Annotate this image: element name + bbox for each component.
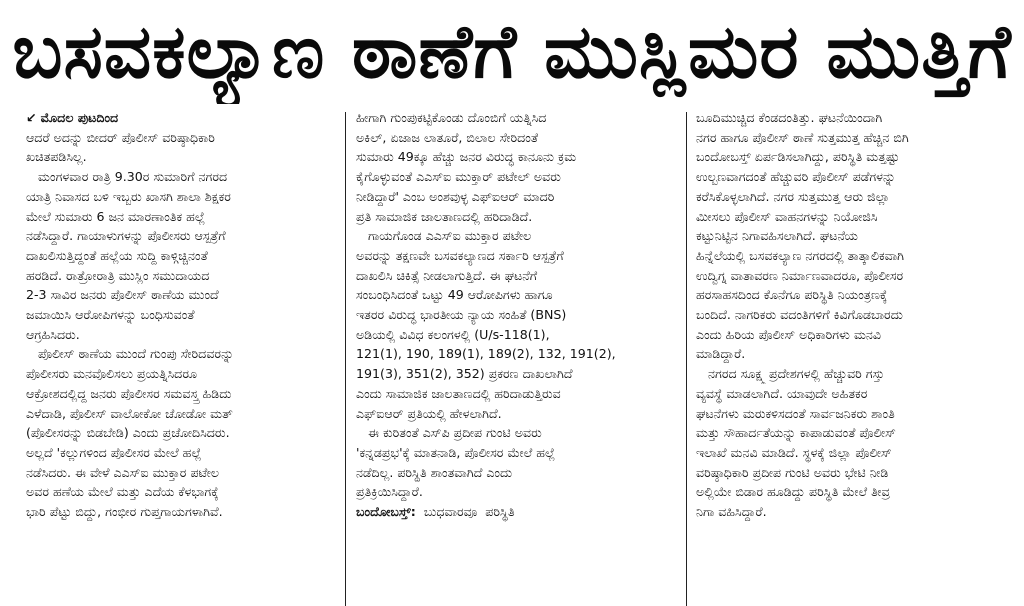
text-line: ನೀಡಿದ್ದಾರೆ' ಎಂಬ ಅಂಶವುಳ್ಳ ಎಫ್‌ಐಆರ್ ಮಾದರಿ xyxy=(356,188,555,204)
text-line: ಮತ್ತು ಸೌಹಾರ್ದತೆಯನ್ನು ಕಾಪಾಡುವಂತೆ ಪೊಲೀಸ್ xyxy=(696,425,896,441)
text-line: ನಡೆಸಿದರು. ಈ ವೇಳೆ ಎಎಸ್‌ಐ ಮುಕ್ತಾರ ಪಟೇಲ xyxy=(26,464,220,480)
text-line: ಗಾಯಗೊಂಡ ಎಎಸ್‌ಐ ಮುಕ್ತಾರ ಪಟೇಲ xyxy=(356,228,532,244)
text-line: (ಪೊಲೀಸರನ್ನು ಬಿಡಬೇಡಿ) ಎಂದು ಪ್ರಚೋದಿಸಿದರು. xyxy=(26,425,230,441)
text-line: ಎಳೆದಾಡಿ, ಪೊಲೀಸ್ ವಾಲೋಕೋ ಚೋಡೋ ಮತ್ xyxy=(26,405,233,421)
text-line: ಹರಡಿದೆ. ರಾತ್ರೋರಾತ್ರಿ ಮುಸ್ಲಿಂ ಸಮುದಾಯದ xyxy=(26,267,210,283)
kicker-label: ಮೊದಲ ಪುಟದಿಂದ xyxy=(40,110,119,125)
text-line: ಕರೆಸಿಕೊಳ್ಳಲಾಗಿದೆ. ನಗರ ಸುತ್ತಮುತ್ತ ಆರು ಜಿಲ್ಲಾ xyxy=(696,188,890,204)
text-line: ಕೈಗೊಳ್ಳುವಂತೆ ಎಎಸ್‌ಐ ಮುಕ್ತಾರ್ ಪಟೇಲ್ ಅವರು xyxy=(356,169,561,185)
text-line: ಬಂದಿದೆ. ನಾಗರಿಕರು ವದಂತಿಗಳಿಗೆ ಕಿವಿಗೊಡಬಾರದು xyxy=(696,307,903,323)
text-line: ನಗರದ ಸೂಕ್ಷ್ಮ ಪ್ರದೇಶಗಳಲ್ಲಿ ಹೆಚ್ಚುವರಿ ಗಸ್ತು xyxy=(696,366,885,382)
text-line: ಆದರೆ ಅದನ್ನು ಬೀದರ್ ಪೊಲೀಸ್ ವರಿಷ್ಠಾಧಿಕಾರಿ xyxy=(26,129,215,145)
text-line: ಮೀಸಲು ಪೊಲೀಸ್ ವಾಹನಗಳನ್ನು ನಿಯೋಜಿಸಿ xyxy=(696,208,878,224)
text-line: 121(1), 190, 189(1), 189(2), 132, 191(2), xyxy=(356,346,616,362)
column-divider xyxy=(345,112,346,606)
text-line: ಹರಸಾಹಸದಿಂದ ಕೊನೆಗೂ ಪರಿಸ್ಥಿತಿ ನಿಯಂತ್ರಣಕ್ಕೆ xyxy=(696,287,888,303)
text-line: ಇಲಾಖೆ ಮನವಿ ಮಾಡಿದೆ. ಸ್ಥಳಕ್ಕೆ ಜಿಲ್ಲಾ ಪೊಲೀಸ್ xyxy=(696,444,892,460)
column-2 xyxy=(356,108,676,606)
text-line: 'ಕನ್ನಡಪ್ರಭ'ಕ್ಕೆ ಮಾತನಾಡಿ, ಪೊಲೀಸರ ಮೇಲೆ ಹಲ್ಲೆ xyxy=(356,444,556,460)
text-line: ಉದ್ವಿಗ್ನ ವಾತಾವರಣ ನಿರ್ಮಾಣವಾದರೂ, ಪೊಲೀಸರ xyxy=(696,267,904,283)
column-1 xyxy=(26,108,336,606)
arrow-icon: ↙ xyxy=(26,110,37,125)
text-line: ಪೊಲೀಸರು ಮನವೊಲಿಸಲು ಪ್ರಯತ್ನಿಸಿದರೂ xyxy=(26,366,198,382)
column-2-text xyxy=(356,108,676,502)
text-line: ಘಟನೆಗಳು ಮರುಕಳಿಸದಂತೆ ಸಾರ್ವಜನಿಕರು ಶಾಂತಿ xyxy=(696,405,895,421)
column-3 xyxy=(696,108,1004,606)
text-line: ಎಂದು ಸಾಮಾಜಿಕ ಜಾಲತಾಣದಲ್ಲಿ ಹರಿದಾಡುತ್ತಿರುವ xyxy=(356,385,561,401)
text-line: ಹಿನ್ನೆಲೆಯಲ್ಲಿ ಬಸವಕಲ್ಯಾಣ ನಗರದಲ್ಲಿ ತಾತ್ಕಾಲಿಕವಾಗಿ xyxy=(696,247,905,263)
text-line: ಉಲ್ಬಣವಾಗದಂತೆ ಹೆಚ್ಚುವರಿ ಪೊಲೀಸ್ ಪಡೆಗಳನ್ನು xyxy=(696,169,896,185)
text-line: ಎಂದು ಹಿರಿಯ ಪೊಲೀಸ್ ಅಧಿಕಾರಿಗಳು ಮನವಿ xyxy=(696,326,882,342)
text-line: ಅವರನ್ನು ತಕ್ಷಣವೇ ಬಸವಕಲ್ಯಾಣದ ಸರ್ಕಾರಿ ಆಸ್ಪತ್ರೆಗೆ xyxy=(356,247,564,263)
text-line: ಮೇಲೆ ಸುಮಾರು 6 ಜನ ಮಾರಣಾಂತಿಕ ಹಲ್ಲೆ xyxy=(26,208,206,224)
text-line: ಬೂದಿಮುಚ್ಚಿದ ಕೆಂಡದಂತಿತ್ತು. ಘಟನೆಯಿಂದಾಗಿ xyxy=(696,110,883,125)
text-line: ಅಲ್ಲದೆ 'ಕಲ್ಲುಗಳಿಂದ ಪೊಲೀಸರ ಮೇಲೆ ಹಲ್ಲೆ xyxy=(26,444,202,460)
text-line: ಆಕ್ರೋಶದಲ್ಲಿದ್ದ ಜನರು ಪೊಲೀಸರ ಸಮವಸ್ತ್ರ ಹಿಡಿದು xyxy=(26,385,232,401)
continued-from-front-page xyxy=(26,108,336,128)
text-line: ಆಗ್ರಹಿಸಿದರು. xyxy=(26,326,80,342)
text-line: 191(3), 351(2), 352) ಪ್ರಕರಣ ದಾಖಲಾಗಿದೆ xyxy=(356,366,573,382)
text-line: ಜಮಾಯಿಸಿ ಆರೋಪಿಗಳನ್ನು ಬಂಧಿಸುವಂತೆ xyxy=(26,307,195,323)
subhead-line xyxy=(356,502,676,522)
text-line: ನಡೆದಿಲ್ಲ. ಪರಿಸ್ಥಿತಿ ಶಾಂತವಾಗಿದೆ ಎಂದು xyxy=(356,464,513,480)
text-line: ಮಾಡಿದ್ದಾರೆ. xyxy=(696,346,746,362)
text-line: ಸಂಬಂಧಿಸಿದಂತೆ ಒಟ್ಟು 49 ಆರೋಪಿಗಳು ಹಾಗೂ xyxy=(356,287,553,303)
text-line: ದಾಖಲಿಸಿ ಚಿಕಿತ್ಸೆ ನೀಡಲಾಗುತ್ತಿದೆ. ಈ ಘಟನೆಗೆ xyxy=(356,267,538,283)
text-line: ನಿಗಾ ವಹಿಸಿದ್ದಾರೆ. xyxy=(696,504,767,520)
subhead-bandobast: ಬಂದೋಬಸ್ತ್: xyxy=(356,504,416,520)
text-line: ಅಕಿಲ್, ಏಜಾಜ ಲಾತೂರೆ, ಬಿಲಾಲ ಸೇರಿದಂತೆ xyxy=(356,129,539,145)
column-1-text xyxy=(26,128,336,522)
subhead-continuation: ಬುಧವಾರವೂ ಪರಿಸ್ಥಿತಿ xyxy=(415,504,515,520)
text-line: ಹೀಗಾಗಿ ಗುಂಪುಕಟ್ಟಿಕೊಂಡು ದೊಂಬಿಗೆ ಯತ್ನಿಸಿದ xyxy=(356,110,547,125)
column-3-text xyxy=(696,108,1004,522)
text-line: ಯಾತ್ರಿ ನಿವಾಸದ ಬಳಿ ಇಬ್ಬರು ಖಾಸಗಿ ಶಾಲಾ ಶಿಕ್ಷಕರ xyxy=(26,188,231,204)
text-line: ಎಫ್‌ಐಆರ್ ಪ್ರತಿಯಲ್ಲಿ ಹೇಳಲಾಗಿದೆ. xyxy=(356,405,502,421)
text-line: ವ್ಯವಸ್ಥೆ ಮಾಡಲಾಗಿದೆ. ಯಾವುದೇ ಅಹಿತಕರ xyxy=(696,385,868,401)
column-divider xyxy=(686,112,687,606)
text-line: ಪೊಲೀಸ್ ಠಾಣೆಯ ಮುಂದೆ ಗುಂಪು ಸೇರಿದವರನ್ನು xyxy=(26,346,234,362)
text-line: ಪ್ರತಿಕ್ರಿಯಿಸಿದ್ದಾರೆ. xyxy=(356,484,423,500)
text-line: ನಗರ ಹಾಗೂ ಪೊಲೀಸ್ ಠಾಣೆ ಸುತ್ತಮುತ್ತ ಹೆಚ್ಚಿನ ಬಿಗಿ xyxy=(696,129,909,145)
text-line: 2-3 ಸಾವಿರ ಜನರು ಪೊಲೀಸ್ ಠಾಣೆಯ ಮುಂದೆ xyxy=(26,287,219,303)
text-line: ವರಿಷ್ಠಾಧಿಕಾರಿ ಪ್ರದೀಪ ಗುಂಟಿ ಅವರು ಭೇಟಿ ನೀಡಿ xyxy=(696,464,889,480)
text-line: ಅವರ ಹಣೆಯ ಮೇಲೆ ಮತ್ತು ಎದೆಯ ಕೆಳಭಾಗಕ್ಕೆ xyxy=(26,484,219,500)
text-line: ಮಂಗಳವಾರ ರಾತ್ರಿ 9.30ರ ಸುಮಾರಿಗೆ ನಗರದ xyxy=(26,169,228,185)
text-line: ಅಡಿಯಲ್ಲಿ ವಿವಿಧ ಕಲಂಗಳಲ್ಲಿ (U/s-118(1), xyxy=(356,326,550,342)
text-line: ಖಚಿತಪಡಿಸಿಲ್ಲ. xyxy=(26,149,87,165)
text-line: ಈ ಕುರಿತಂತೆ ಎಸ್‌ಪಿ ಪ್ರದೀಪ ಗುಂಟಿ ಅವರು xyxy=(356,425,542,441)
text-line: ಕಟ್ಟುನಿಟ್ಟಿನ ನಿಗಾವಹಿಸಲಾಗಿದೆ. ಘಟನೆಯ xyxy=(696,228,859,244)
text-line: ದಾಖಲಿಸುತ್ತಿದ್ದಂತೆ ಹಲ್ಲೆಯ ಸುದ್ದಿ ಕಾಳ್ಗಿಚ್ಚಿನಂತೆ xyxy=(26,247,208,263)
article-body xyxy=(0,108,1024,606)
text-line: ನಡೆಸಿದ್ದಾರೆ. ಗಾಯಾಳುಗಳನ್ನು ಪೊಲೀಸರು ಆಸ್ಪತ್ರೆಗೆ xyxy=(26,228,226,244)
text-line: ಇತರರ ವಿರುದ್ಧ ಭಾರತೀಯ ನ್ಯಾಯ ಸಂಹಿತೆ (BNS) xyxy=(356,307,567,323)
text-line: ಭಾರಿ ಪೆಟ್ಟು ಬಿದ್ದು, ಗಂಭೀರ ಗುಪ್ತಗಾಯಗಳಾಗಿವೆ. xyxy=(26,504,223,520)
text-line: ಬಂದೋಬಸ್ತ್ ಏರ್ಪಡಿಸಲಾಗಿದ್ದು, ಪರಿಸ್ಥಿತಿ ಮತ್ತಷ್ಟು xyxy=(696,149,900,165)
text-line: ಪ್ರತಿ ಸಾಮಾಜಿಕ ಜಾಲತಾಣದಲ್ಲಿ ಹರಿದಾಡಿದೆ. xyxy=(356,208,533,224)
text-line: ಅಲ್ಲಿಯೇ ಬಿಡಾರ ಹೂಡಿದ್ದು ಪರಿಸ್ಥಿತಿ ಮೇಲೆ ತೀವ್ರ xyxy=(696,484,891,500)
article-headline: ಬಸವಕಲ್ಯಾಣ ಠಾಣೆಗೆ ಮುಸ್ಲಿಮರ ಮುತ್ತಿಗೆ xyxy=(12,8,1012,95)
text-line: ಸುಮಾರು 49ಕ್ಕೂ ಹೆಚ್ಚು ಜನರ ವಿರುದ್ಧ ಕಾನೂನು ಕ್ರಮ xyxy=(356,149,577,165)
